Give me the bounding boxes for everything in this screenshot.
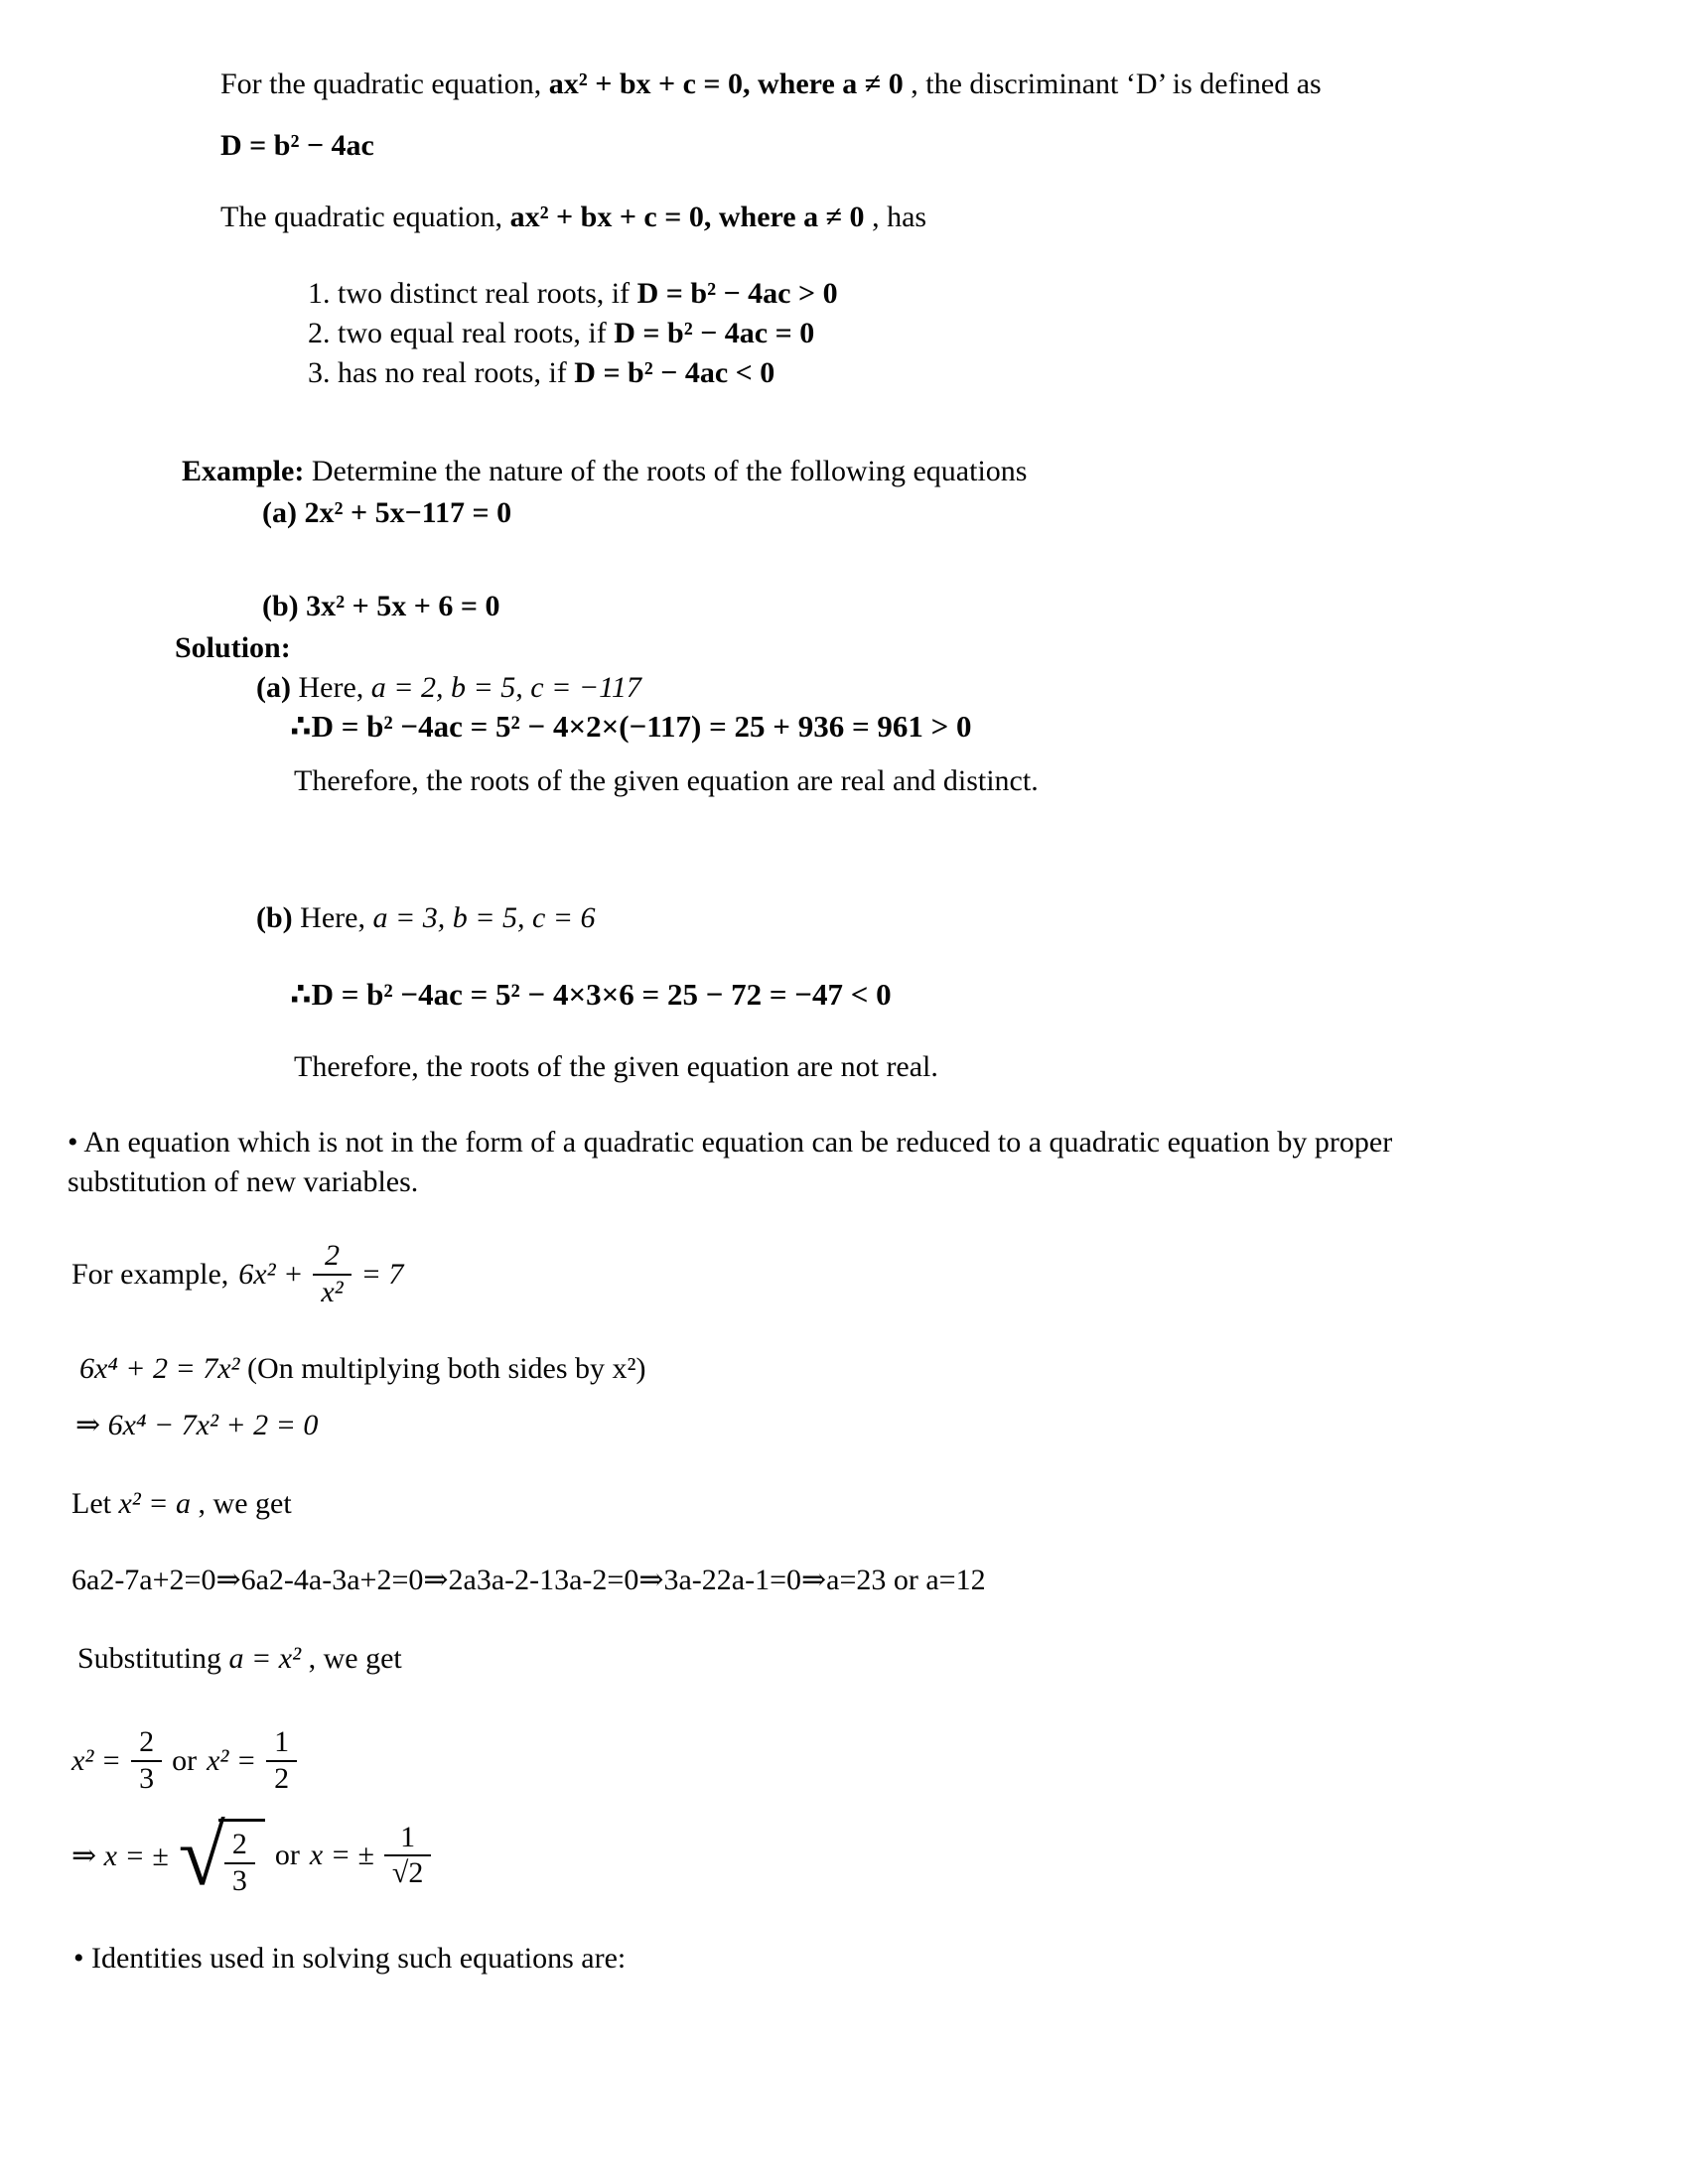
- multiply-step-note: (On multiplying both sides by x²): [239, 1352, 646, 1385]
- square-root: [178, 1808, 265, 1903]
- example-item-b: [262, 590, 499, 623]
- solution-b-work: ∴D = b² −4ac = 5² − 4×3×6 = 25 − 72 = −47 < 0: [290, 977, 892, 1012]
- example-item-b-label: (b): [262, 590, 307, 622]
- let-substitution-line: [71, 1487, 292, 1521]
- substituting-tail: , we get: [301, 1642, 402, 1675]
- condition-2-text: 2. two equal real roots, if: [308, 317, 615, 349]
- let-tail: , we get: [191, 1487, 292, 1520]
- reduction-note-line-1: • An equation which is not in the form of a quadratic equation can be reduced to a quadratic equation by proper: [68, 1126, 1393, 1159]
- substituting-math: a = x²: [228, 1642, 302, 1675]
- fraction-denominator: 2: [266, 1760, 297, 1797]
- example-item-a-label: (a): [262, 496, 305, 529]
- multiply-step-line: [79, 1352, 646, 1386]
- example-math-right: = 7: [360, 1257, 404, 1291]
- condition-2-math: D = b² − 4ac = 0: [614, 317, 815, 349]
- condition-1-text: 1. two distinct real roots, if: [308, 277, 637, 310]
- reduction-note-line-2: substitution of new variables.: [68, 1165, 419, 1198]
- solution-a-conclusion: Therefore, the roots of the given equation are real and distinct.: [294, 764, 1039, 797]
- reduction-example-line: [71, 1239, 403, 1309]
- solution-a-values: a = 2, b = 5, c = −117: [370, 671, 641, 704]
- discriminant-definition: D = b² − 4ac: [220, 129, 374, 162]
- example-item-a: [262, 496, 511, 530]
- intro-line-1: [220, 68, 1322, 101]
- x-squared-solutions-line: [71, 1725, 297, 1796]
- radicand: [218, 1819, 265, 1898]
- let-math: x² = a: [118, 1487, 192, 1520]
- root-condition-item-3: [308, 353, 838, 393]
- factorisation-line: 6a2-7a+2=0⇒6a2-4a-3a+2=0⇒2a3a-2-13a-2=0⇒3a-22a-1=0⇒a=23 or a=12: [71, 1564, 986, 1596]
- root-condition-item-1: [308, 274, 838, 314]
- solution-a-label: (a): [256, 671, 291, 704]
- solution-a-given: [256, 671, 641, 705]
- solution-b-given: [256, 901, 596, 935]
- fraction-denominator: √2: [384, 1854, 431, 1891]
- identities-heading: • Identities used in solving such equations are:: [73, 1942, 627, 1975]
- for-example-text: For example,: [71, 1257, 229, 1291]
- substituting-text: Substituting: [77, 1642, 229, 1675]
- substitute-back-line: [77, 1642, 402, 1676]
- solution-b-values: a = 3, b = 5, c = 6: [372, 901, 596, 934]
- intro-line-1-math: ax² + bx + c = 0, where a ≠ 0: [548, 68, 904, 100]
- solution-b-here: Here,: [292, 901, 373, 934]
- root-condition-item-2: [308, 314, 838, 353]
- condition-1-math: D = b² − 4ac > 0: [636, 277, 838, 310]
- fraction-denominator: x²: [313, 1274, 351, 1310]
- fraction-2-over-x2: [313, 1239, 351, 1309]
- intro-line-2-math: ax² + bx + c = 0, where a ≠ 0: [509, 201, 865, 233]
- intro-line-1-tail: , the discriminant ‘D’ is defined as: [903, 68, 1322, 100]
- fraction-1-over-sqrt2: [384, 1821, 431, 1891]
- x2-lhs-1: x² =: [71, 1743, 122, 1777]
- intro-line-2-text: The quadratic equation,: [220, 201, 510, 233]
- example-item-b-math: 3x² + 5x + 6 = 0: [306, 590, 500, 622]
- solution-heading: Solution:: [175, 631, 291, 664]
- intro-line-1-text: For the quadratic equation,: [220, 68, 549, 100]
- fraction-numerator: 2: [231, 1828, 247, 1860]
- x-solutions-line: [71, 1808, 431, 1903]
- solution-a-here: Here,: [290, 671, 371, 704]
- x2-lhs-2: x² =: [207, 1743, 257, 1777]
- condition-3-math: D = b² − 4ac < 0: [574, 356, 775, 389]
- multiply-step-math: 6x⁴ + 2 = 7x²: [79, 1352, 240, 1385]
- fraction-1-over-2: [266, 1725, 297, 1796]
- fraction-denominator: 3: [131, 1760, 162, 1797]
- example-label: Example:: [182, 455, 305, 487]
- let-text: Let: [71, 1487, 119, 1520]
- radical-sign: √: [178, 1808, 225, 1903]
- solution-b-conclusion: Therefore, the roots of the given equation are not real.: [294, 1050, 938, 1083]
- or-text: or: [172, 1743, 198, 1777]
- fraction-numerator: 2: [325, 1239, 341, 1272]
- intro-line-2-tail: , has: [864, 201, 927, 233]
- fraction-denominator: 3: [224, 1862, 255, 1899]
- example-math-left: 6x² +: [238, 1257, 304, 1291]
- solution-b-label: (b): [256, 901, 293, 934]
- example-item-a-math: 2x² + 5x−117 = 0: [304, 496, 512, 529]
- expanded-equation-line: ⇒ 6x⁴ − 7x² + 2 = 0: [75, 1409, 319, 1441]
- example-prompt: Determine the nature of the roots of the following equations: [304, 455, 1028, 487]
- fraction-numerator: 1: [274, 1725, 290, 1758]
- fraction-2-over-3: [224, 1828, 255, 1898]
- fraction-2-over-3: [131, 1725, 162, 1796]
- x-solution-mid: x = ±: [309, 1839, 374, 1871]
- example-heading: [182, 455, 1027, 488]
- solution-a-work: ∴D = b² −4ac = 5² − 4×2×(−117) = 25 + 936 = 961 > 0: [290, 709, 972, 744]
- or-text: or: [274, 1839, 300, 1871]
- x-solution-lead: ⇒ x = ±: [71, 1839, 169, 1872]
- fraction-numerator: 2: [139, 1725, 155, 1758]
- roots-condition-list: [308, 274, 838, 393]
- intro-line-2: [220, 201, 926, 234]
- fraction-numerator: 1: [400, 1820, 416, 1853]
- condition-3-text: 3. has no real roots, if: [308, 356, 575, 389]
